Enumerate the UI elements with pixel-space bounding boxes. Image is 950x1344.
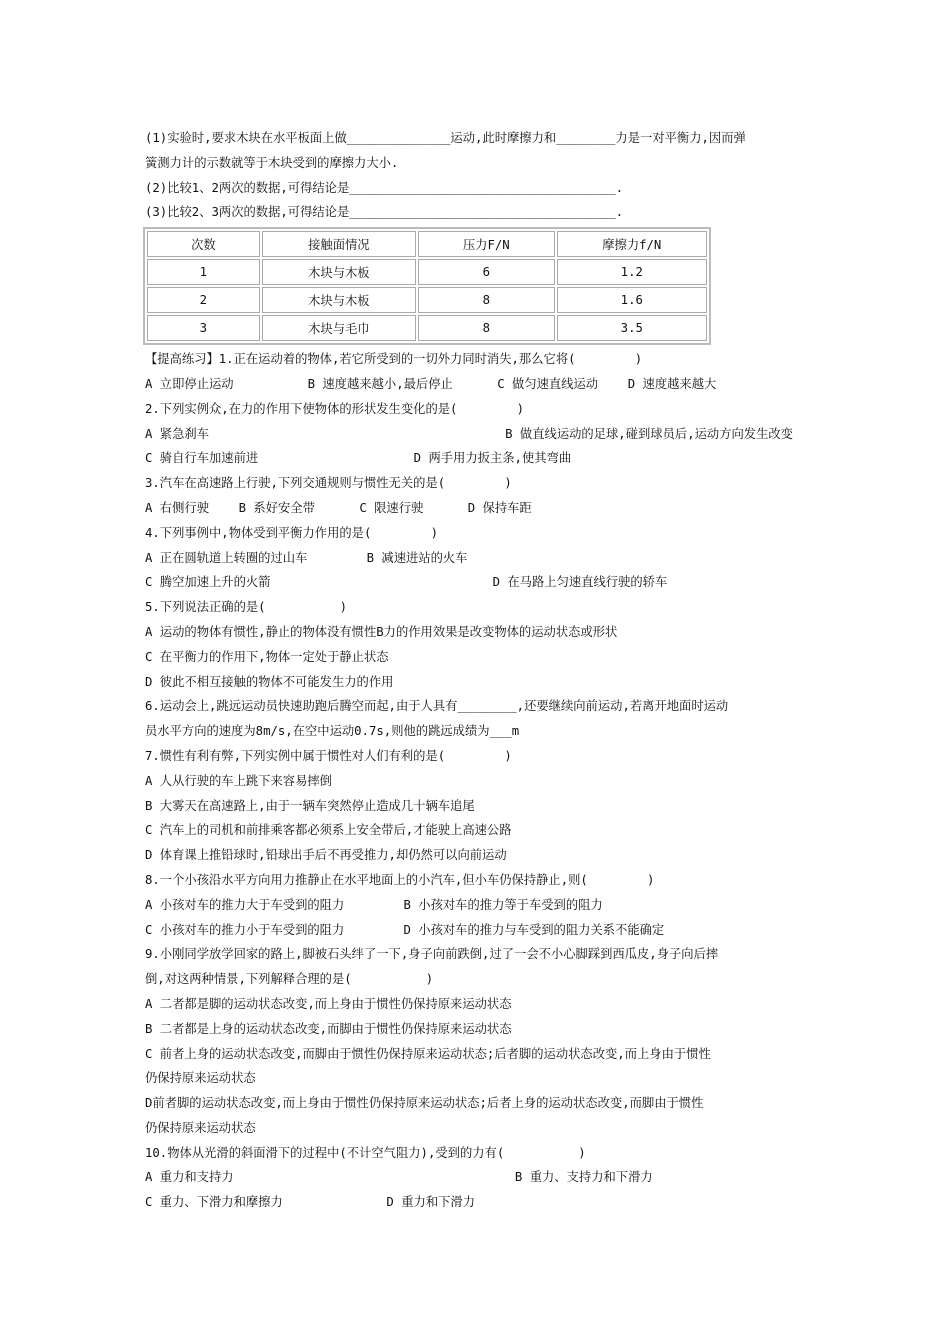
text-line: C 腾空加速上升的火箭 D 在马路上匀速直线行驶的轿车 [145, 575, 668, 590]
text-line: 10.物体从光滑的斜面滑下的过程中(不计空气阻力),受到的力有( ) [145, 1145, 586, 1160]
text-line: 簧测力计的示数就等于木块受到的摩擦力大小. [145, 155, 399, 170]
text-line: C 骑自行车加速前进 D 两手用力扳主条,使其弯曲 [145, 451, 572, 466]
text-line: 7.惯性有利有弊,下列实例中属于惯性对人们有利的是( ) [145, 748, 512, 763]
text-line: 2.下列实例众,在力的作用下使物体的形状发生变化的是( ) [145, 401, 525, 416]
table-row [147, 259, 707, 285]
text-line: A 立即停止运动 B 速度越来越小,最后停止 C 做匀速直线运动 D 速度越来越大 [145, 376, 717, 391]
table-header-cell: 压力F/N [418, 231, 555, 257]
text-line: 倒,对这两种情景,下列解释合理的是( ) [145, 972, 434, 987]
text-line: B 二者都是上身的运动状态改变,而脚由于惯性仍保持原来运动状态 [145, 1021, 512, 1036]
text-line: A 人从行驶的车上跳下来容易摔倒 [145, 773, 332, 788]
text-line: C 在平衡力的作用下,物体一定处于静止状态 [145, 649, 389, 664]
text-line: A 正在圆轨道上转圈的过山车 B 减速进站的火车 [145, 550, 468, 565]
text-line: A 运动的物体有惯性,静止的物体没有惯性B力的作用效果是改变物体的运动状态或形状 [145, 624, 618, 639]
text-line: A 右侧行驶 B 系好安全带 C 限速行驶 D 保持车距 [145, 500, 532, 515]
text-line: C 汽车上的司机和前排乘客都必须系上安全带后,才能驶上高速公路 [145, 823, 512, 838]
text-line: 8.一个小孩沿水平方向用力推静止在水平地面上的小汽车,但小车仍保持静止,则( ) [145, 872, 655, 887]
text-line: 员水平方向的速度为8m/s,在空中运动0.7s,则他的跳远成绩为___m [145, 724, 520, 739]
text-line: A 紧急刹车 B 做直线运动的足球,碰到球员后,运动方向发生改变 [145, 426, 793, 441]
table-cell: 木块与木板 [262, 259, 416, 285]
table-cell: 6 [418, 259, 555, 285]
text-line: (1)实验时,要求木块在水平板面上做______________运动,此时摩擦力和________力是一对平衡力,因而弹 [145, 131, 746, 145]
data-table [143, 227, 711, 345]
table-cell: 1.2 [557, 259, 707, 285]
table-header-row [147, 231, 707, 257]
lines-before [145, 126, 815, 225]
document-page [145, 126, 815, 1215]
text-line: 仍保持原来运动状态 [145, 1071, 256, 1086]
text-line: 6.运动会上,跳远运动员快速助跑后腾空而起,由于人具有________,还要继续向前运动,若离开地面时运动 [145, 699, 729, 714]
text-line: 【提高练习】1.正在运动着的物体,若它所受到的一切外力同时消失,那么它将( ) [145, 352, 643, 367]
text-line: B 大雾天在高速路上,由于一辆车突然停止造成几十辆车追尾 [145, 798, 475, 813]
table-cell: 8 [418, 287, 555, 313]
text-line: A 重力和支持力 B 重力、支持力和下滑力 [145, 1170, 653, 1185]
table-cell: 3.5 [557, 315, 707, 341]
table-header-cell: 摩擦力f/N [557, 231, 707, 257]
text-line: 4.下列事例中,物体受到平衡力作用的是( ) [145, 525, 438, 540]
text-line: D前者脚的运动状态改变,而上身由于惯性仍保持原来运动状态;后者上身的运动状态改变,而脚由于惯性 [145, 1096, 704, 1111]
text-line: C 重力、下滑力和摩擦力 D 重力和下滑力 [145, 1195, 476, 1210]
text-line: 仍保持原来运动状态 [145, 1120, 256, 1135]
text-line: C 前者上身的运动状态改变,而脚由于惯性仍保持原来运动状态;后者脚的运动状态改变,而上身由于惯性 [145, 1046, 711, 1061]
table-cell: 木块与木板 [262, 287, 416, 313]
text-line: 3.汽车在高速路上行驶,下列交通规则与惯性无关的是( ) [145, 476, 512, 491]
text-line: A 二者都是脚的运动状态改变,而上身由于惯性仍保持原来运动状态 [145, 996, 512, 1011]
text-line: (2)比较1、2两次的数据,可得结论是____________________________________. [145, 180, 624, 195]
table-cell: 3 [147, 315, 260, 341]
table-cell: 木块与毛巾 [262, 315, 416, 341]
table-header-cell: 次数 [147, 231, 260, 257]
table-cell: 8 [418, 315, 555, 341]
lines-after [145, 347, 815, 1215]
text-line: 9.小刚同学放学回家的路上,脚被石头绊了一下,身子向前跌倒,过了一会不小心脚踩到西瓜皮,身子向后摔 [145, 947, 719, 962]
text-line: D 体育课上推铅球时,铅球出手后不再受推力,却仍然可以向前运动 [145, 848, 507, 863]
text-line: 5.下列说法正确的是( ) [145, 600, 348, 615]
table-header-cell: 接触面情况 [262, 231, 416, 257]
text-line: D 彼此不相互接触的物体不可能发生力的作用 [145, 674, 394, 689]
text-line: A 小孩对车的推力大于车受到的阻力 B 小孩对车的推力等于车受到的阻力 [145, 897, 603, 912]
table-row [147, 315, 707, 341]
table-cell: 1 [147, 259, 260, 285]
table-cell: 1.6 [557, 287, 707, 313]
text-line: (3)比较2、3两次的数据,可得结论是____________________________________. [145, 205, 624, 220]
table-cell: 2 [147, 287, 260, 313]
table-row [147, 287, 707, 313]
text-line: C 小孩对车的推力小于车受到的阻力 D 小孩对车的推力与车受到的阻力关系不能确定 [145, 922, 665, 937]
